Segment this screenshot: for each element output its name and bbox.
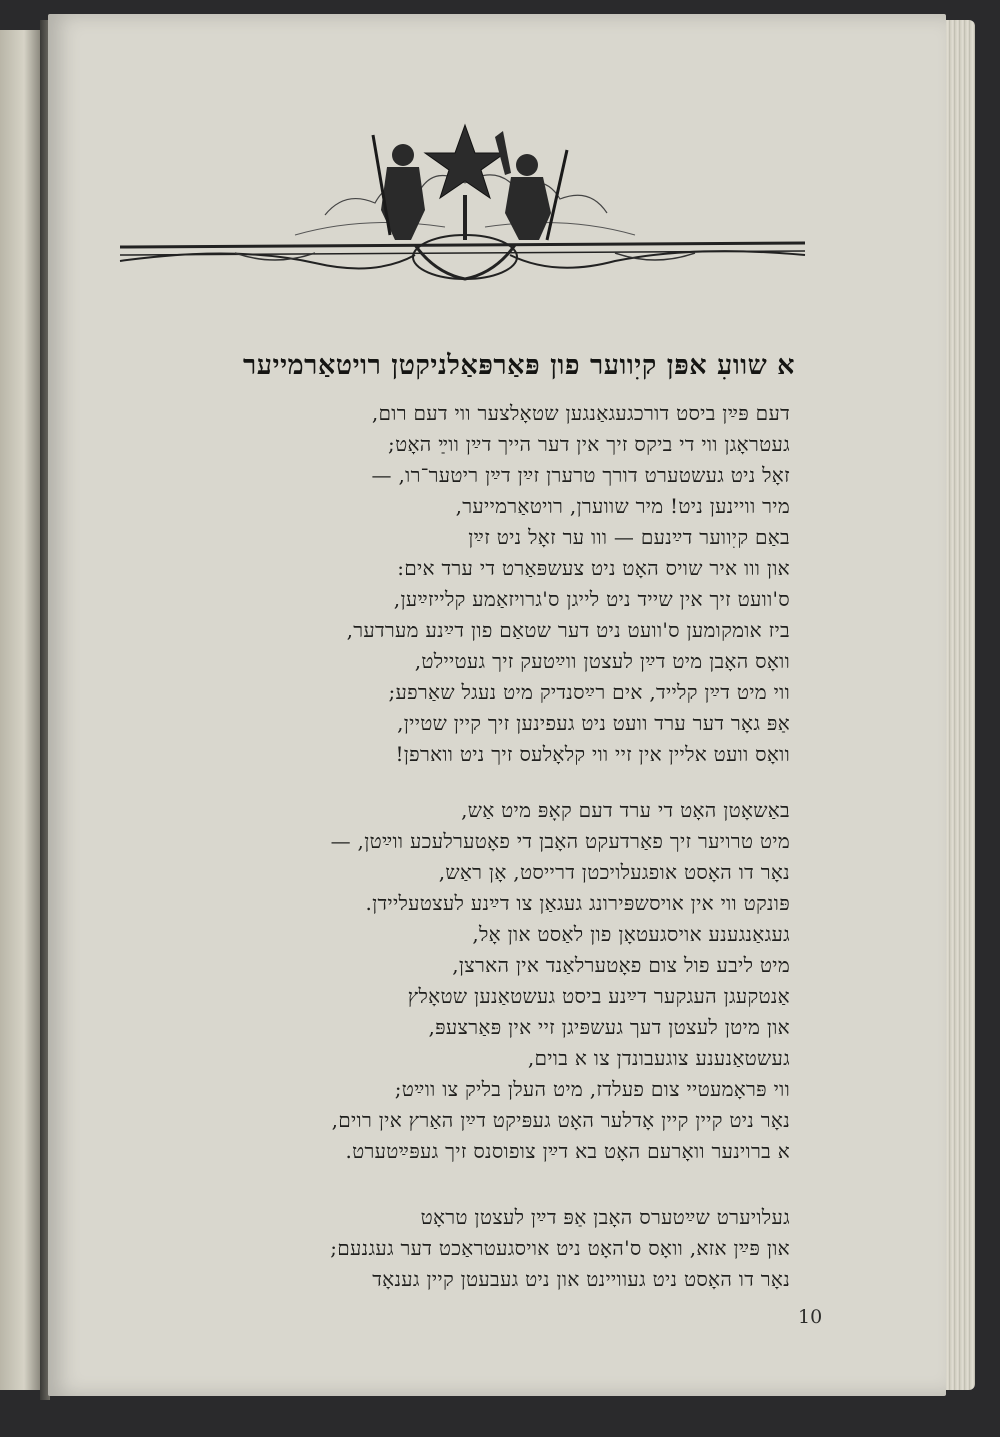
- page-number: 10: [798, 1306, 823, 1328]
- poem-line: געטראָגן ווי די ביקס זיך אין דער הייך דײַן ווײַ האָט;: [388, 432, 790, 456]
- poem-line: געגאַנגענע אויסגעטאָן פון לאַסט און אָל,: [472, 922, 790, 946]
- poem-line: נאָר ניט קיין קיין אָדלער האָט געפּיקט דײַן האַרץ אין רוים,: [331, 1108, 790, 1132]
- poem-line: וואָס וועט אליין אין זיי ווי קלאָלעס זיך ניט ווארפן!: [395, 742, 790, 766]
- poem-line: פּונקט ווי אין אויסשפּירונג געגאַן צו דײַנע לעצטעליידן.: [365, 891, 790, 915]
- poem-line: נאָר דו האָסט אופגעלויכטן דרייסט, אָן ראַש,: [438, 860, 790, 884]
- poem-line: באַשאָטן האָט די ערד דעם קאָפּ מיט אַש,: [461, 798, 790, 822]
- poem-line: באַם קיׅווער דײַנעם — ווו ער זאָל ניט זײַן: [468, 525, 790, 549]
- poem-line: און פּײַן אזא, וואָס ס'האָט ניט אויסגעטראַכט דער געגנעם;: [330, 1236, 790, 1260]
- facing-page-edge: [0, 30, 40, 1390]
- poem-line: ווי מיט דײַן קלייד, אים רײַסנדיק מיט נעגל שאַרפע;: [388, 680, 790, 704]
- poem-line: אַנטקעגן העגקער דײַנע ביסט געשטאַנען שטאָלץ: [407, 984, 790, 1008]
- poem-line: אַפּ גאָר דער ערד וועט ניט געפינען זיך קיין שטיין,: [397, 711, 790, 735]
- soldiers-star-ornament-icon: [115, 95, 810, 285]
- poem-line: מיט ליבע פול צום פאָטערלאַנד אין הארצן,: [452, 953, 790, 977]
- poem-line: מיט טרויער זיך פאַרדעקט האָבן די פאָטערלעכע ווײַטן, —: [330, 829, 790, 853]
- poem-line: ס'וועט זיך אין שייד ניט לייגן ס'גרויזאַמע קלייזײַען,: [393, 587, 790, 611]
- poem-title: א שוועׅ אפּן קיׅווער פון פּאַרפּאַלניקטן רויטאַרמייער: [242, 350, 795, 381]
- poem-line: געשטאַנענע צוגעבונדן צו א בוים,: [527, 1046, 790, 1070]
- stanza-3: [160, 1202, 790, 1295]
- stanza-1: [160, 398, 790, 770]
- poem-line: ווי פּראָמעטיי צום פעלדז, מיט העלן בליק צו ווײַט;: [394, 1077, 790, 1101]
- poem-line: א ברוינער וואָרעם האָט בא דײַן צופוסנס זיך געפּײַטערט.: [345, 1139, 790, 1163]
- stanza-2: [160, 795, 790, 1167]
- poem-line: וואָס האָבן מיט דײַן לעצטן ווײַטעק זיך געטיילט,: [414, 649, 790, 673]
- poem-line: און מיטן לעצטן דעך געשפּיגן זיי אין פּאַרצעפּ,: [428, 1015, 790, 1039]
- poem-line: און ווו איר שויס האָט ניט צעשפּאַרט די ערד אים:: [397, 556, 790, 580]
- poem-line: זאָל ניט געשטערט דורך טרערן זײַן דײַן ריטער־רו, —: [371, 463, 790, 487]
- poem-line: מיר וויינען ניט! מיר שווערן, רויטאַרמייער,: [455, 494, 790, 518]
- poem-line: דעם פּײַן ביסט דורכגעגאַנגען שטאָלצער ווי דעם רום,: [371, 401, 790, 425]
- poem-line: געלויערט שײַטערס האָבן אַפּ דײַן לעצטן טראָט: [420, 1205, 790, 1229]
- poem-line: ביז אומקומען ס'וועט ניט דער שטאַם פון דײַנע מערדער,: [346, 618, 790, 642]
- poem-line: נאָר דו האָסט ניט געוויינט און ניט געבעטן קיין גענאָד: [372, 1267, 790, 1291]
